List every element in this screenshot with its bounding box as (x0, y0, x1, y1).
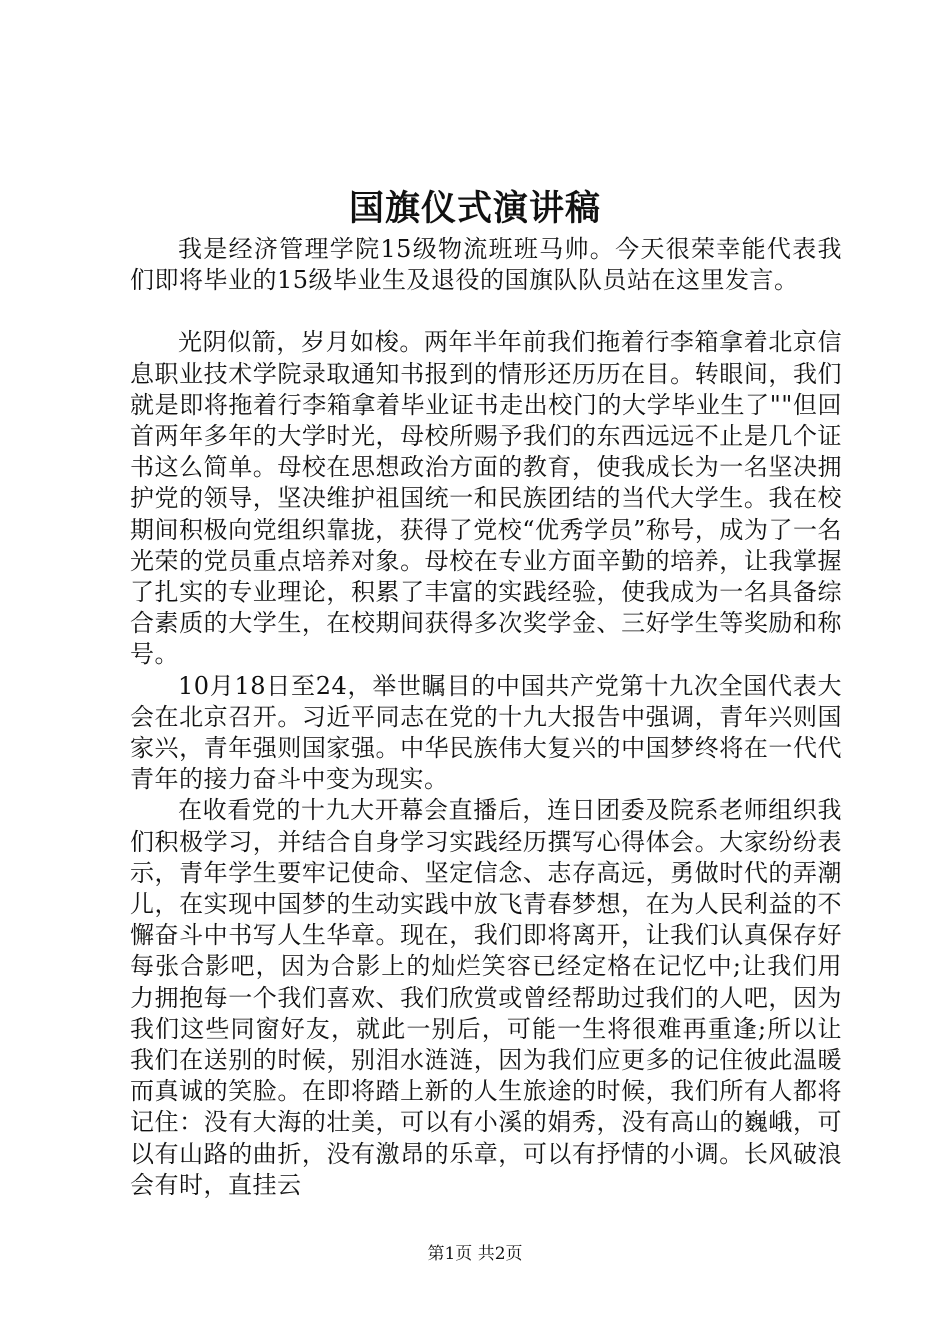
page-footer: 第1页 共2页 (427, 1244, 523, 1264)
document-title: 国旗仪式演讲稿 (348, 188, 601, 229)
paragraph-intro: 我是经济管理学院15级物流班班马帅。今天很荣幸能代表我们即将毕业的15级毕业生及退役的国旗队队员站在这里发言。 (130, 235, 842, 295)
paragraph-school-years: 光阴似箭，岁月如梭。两年半年前我们拖着行李箱拿着北京信息职业技术学院录取通知书报到的情形还历历在目。转眼间，我们就是即将拖着行李箱拿着毕业证书走出校门的大学毕业生了""但回首两年多年的大学时光，母校所赐予我们的东西远远不止是几个证书这么简单。母校在思想政治方面的教育，使我成长为一名坚决拥护党的领导，坚决维护祖国统一和民族团结的当代大学生。我在校期间积极向党组织靠拢，获得了党校“优秀学员”称号，成为了一名光荣的党员重点培养对象。母校在专业方面辛勤的培养，让我掌握了扎实的专业理论，积累了丰富的实践经验，使我成为一名具备综合素质的大学生，在校期间获得多次奖学金、三好学生等奖励和称号。 (130, 328, 842, 669)
paragraph-congress: 10月18日至24，举世瞩目的中国共产党第十九次全国代表大会在北京召开。习近平同志在党的十九大报告中强调，青年兴则国家兴，青年强则国家强。中华民族伟大复兴的中国梦终将在一代代青年的接力奋斗中变为现实。 (130, 671, 842, 794)
paragraph-farewell: 在收看党的十九大开幕会直播后，连日团委及院系老师组织我们积极学习，并结合自身学习实践经历撰写心得体会。大家纷纷表示，青年学生要牢记使命、坚定信念、志存高远，勇做时代的弄潮儿，在实现中国梦的生动实践中放飞青春梦想，在为人民利益的不懈奋斗中书写人生华章。现在，我们即将离开，让我们认真保存好每张合影吧，因为合影上的灿烂笑容已经定格在记忆中;让我们用力拥抱每一个我们喜欢、我们欣赏或曾经帮助过我们的人吧，因为我们这些同窗好友，就此一别后，可能一生将很难再重逢;所以让我们在送别的时候，别泪水涟涟，因为我们应更多的记住彼此温暖而真诚的笑脸。在即将踏上新的人生旅途的时候，我们所有人都将记住：没有大海的壮美，可以有小溪的娟秀，没有高山的巍峨，可以有山路的曲折，没有激昂的乐章，可以有抒情的小调。长风破浪会有时，直挂云 (130, 796, 842, 1199)
document-body (130, 234, 842, 1201)
paragraph-spacer (130, 296, 842, 327)
